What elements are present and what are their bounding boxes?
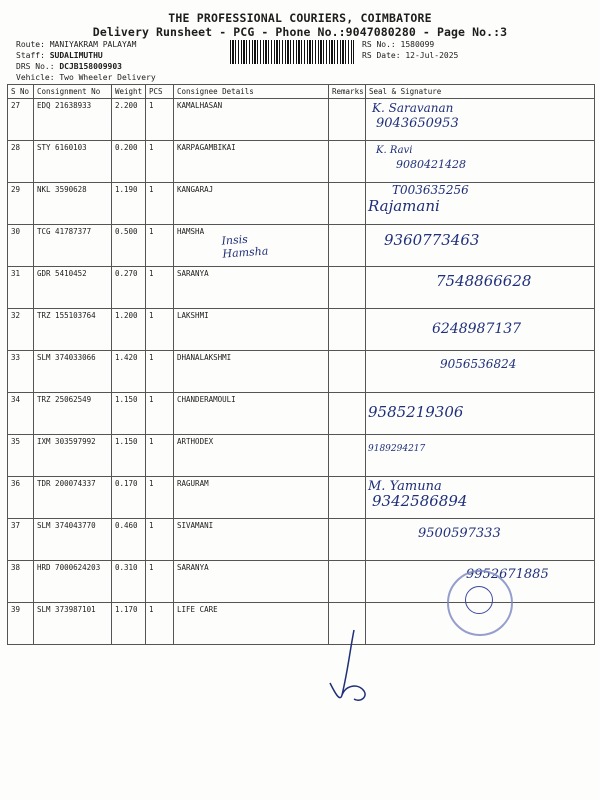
pcs-cell: 1 bbox=[146, 225, 174, 267]
col-weight-header: Weight bbox=[112, 85, 146, 99]
signature-cell bbox=[366, 99, 595, 141]
remarks-cell bbox=[329, 393, 366, 435]
remarks-cell bbox=[329, 141, 366, 183]
weight-cell: 0.310 bbox=[112, 561, 146, 603]
table-row bbox=[8, 225, 595, 267]
handwritten-signature: K. Ravi bbox=[376, 145, 413, 156]
weight-cell: 0.270 bbox=[112, 267, 146, 309]
weight-cell: 1.190 bbox=[112, 183, 146, 225]
consignment-cell: IXM 303597992 bbox=[34, 435, 112, 477]
consignee-cell: ARTHODEX bbox=[174, 435, 329, 477]
pcs-cell: 1 bbox=[146, 519, 174, 561]
signature-cell bbox=[366, 477, 595, 519]
handwritten-signature: 9585219306 bbox=[368, 403, 464, 421]
consignment-cell: SLM 374033066 bbox=[34, 351, 112, 393]
pcs-cell: 1 bbox=[146, 99, 174, 141]
pcs-cell: 1 bbox=[146, 435, 174, 477]
handwritten-signature: Rajamani bbox=[368, 197, 440, 215]
consignee-cell: CHANDERAMOULI bbox=[174, 393, 329, 435]
col-pcs-header: PCS bbox=[146, 85, 174, 99]
remarks-cell bbox=[329, 309, 366, 351]
consignee-cell: SARANYA bbox=[174, 267, 329, 309]
table-row bbox=[8, 393, 595, 435]
courier-stamp-seal bbox=[465, 586, 493, 614]
sno-cell: 31 bbox=[8, 267, 34, 309]
staff-signature-scribble bbox=[320, 625, 390, 715]
handwritten-remark-line: Hamsha bbox=[222, 244, 269, 261]
signature-cell bbox=[366, 183, 595, 225]
drs-number: DCJB158009903 bbox=[59, 62, 122, 71]
sno-cell: 39 bbox=[8, 603, 34, 645]
consignee-cell: LIFE CARE bbox=[174, 603, 329, 645]
consignment-cell: GDR 5410452 bbox=[34, 267, 112, 309]
table-row bbox=[8, 477, 595, 519]
col-consignment-header: Consignment No bbox=[34, 85, 112, 99]
signature-cell bbox=[366, 351, 595, 393]
weight-cell: 1.150 bbox=[112, 435, 146, 477]
runsheet-table bbox=[7, 84, 595, 645]
remarks-cell bbox=[329, 519, 366, 561]
consignment-cell: HRD 7000624203 bbox=[34, 561, 112, 603]
handwritten-signature: 9500597333 bbox=[418, 526, 501, 541]
weight-cell: 0.200 bbox=[112, 141, 146, 183]
consignee-cell: KANGARAJ bbox=[174, 183, 329, 225]
consignee-cell: SARANYA bbox=[174, 561, 329, 603]
handwritten-signature: 9043650953 bbox=[376, 116, 459, 131]
table-row bbox=[8, 141, 595, 183]
rs-number: RS No.: 1580099 bbox=[362, 40, 435, 49]
remarks-cell bbox=[329, 267, 366, 309]
handwritten-remark-line: Insis bbox=[221, 232, 249, 248]
handwritten-signature: 9360773463 bbox=[384, 231, 480, 249]
signature-cell bbox=[366, 309, 595, 351]
sno-cell: 32 bbox=[8, 309, 34, 351]
table-row bbox=[8, 267, 595, 309]
pcs-cell: 1 bbox=[146, 351, 174, 393]
consignment-cell: TDR 200074337 bbox=[34, 477, 112, 519]
pcs-cell: 1 bbox=[146, 309, 174, 351]
sno-cell: 29 bbox=[8, 183, 34, 225]
handwritten-signature: 9080421428 bbox=[396, 158, 466, 171]
sno-cell: 28 bbox=[8, 141, 34, 183]
consignee-cell: LAKSHMI bbox=[174, 309, 329, 351]
remarks-cell bbox=[329, 561, 366, 603]
vehicle-label: Vehicle: Two Wheeler Delivery bbox=[16, 73, 156, 82]
table-row bbox=[8, 351, 595, 393]
table-row bbox=[8, 183, 595, 225]
consignment-cell: TRZ 155103764 bbox=[34, 309, 112, 351]
pcs-cell: 1 bbox=[146, 267, 174, 309]
remarks-cell bbox=[329, 183, 366, 225]
consignee-cell: RAGURAM bbox=[174, 477, 329, 519]
consignee-cell: DHANALAKSHMI bbox=[174, 351, 329, 393]
pcs-cell: 1 bbox=[146, 603, 174, 645]
sno-cell: 37 bbox=[8, 519, 34, 561]
consignment-cell: NKL 3590628 bbox=[34, 183, 112, 225]
consignment-cell: SLM 373987101 bbox=[34, 603, 112, 645]
handwritten-signature: 9952671885 bbox=[466, 567, 549, 582]
weight-cell: 1.170 bbox=[112, 603, 146, 645]
drs-line bbox=[16, 62, 122, 71]
remarks-cell bbox=[329, 225, 366, 267]
pcs-cell: 1 bbox=[146, 183, 174, 225]
table-row bbox=[8, 435, 595, 477]
handwritten-signature: M. Yamuna bbox=[368, 479, 442, 494]
signature-cell bbox=[366, 435, 595, 477]
staff-line bbox=[16, 51, 103, 60]
remarks-cell bbox=[329, 99, 366, 141]
remarks-cell bbox=[329, 351, 366, 393]
signature-cell bbox=[366, 267, 595, 309]
consignment-cell: SLM 374043770 bbox=[34, 519, 112, 561]
consignment-cell: EDQ 21638933 bbox=[34, 99, 112, 141]
consignee-cell: SIVAMANI bbox=[174, 519, 329, 561]
remarks-cell bbox=[329, 435, 366, 477]
table-row bbox=[8, 309, 595, 351]
sno-cell: 33 bbox=[8, 351, 34, 393]
col-sno-header: S No bbox=[8, 85, 34, 99]
weight-cell: 2.200 bbox=[112, 99, 146, 141]
handwritten-signature: 6248987137 bbox=[432, 321, 522, 337]
signature-cell bbox=[366, 393, 595, 435]
consignment-cell: TRZ 25062549 bbox=[34, 393, 112, 435]
table-header-row bbox=[8, 85, 595, 99]
sno-cell: 35 bbox=[8, 435, 34, 477]
staff-name: SUDALIMUTHU bbox=[49, 51, 103, 60]
sno-cell: 30 bbox=[8, 225, 34, 267]
pcs-cell: 1 bbox=[146, 141, 174, 183]
col-remarks-header: Remarks bbox=[329, 85, 366, 99]
handwritten-remark bbox=[221, 231, 269, 260]
weight-cell: 0.500 bbox=[112, 225, 146, 267]
company-title: THE PROFESSIONAL COURIERS, COIMBATORE bbox=[168, 11, 432, 25]
handwritten-signature: T003635256 bbox=[392, 183, 469, 197]
table-row bbox=[8, 99, 595, 141]
consignee-cell: KAMALHASAN bbox=[174, 99, 329, 141]
consignee-cell: KARPAGAMBIKAI bbox=[174, 141, 329, 183]
runsheet-subtitle: Delivery Runsheet - PCG - Phone No.:9047080280 - Page No.:3 bbox=[92, 25, 508, 39]
sno-cell: 38 bbox=[8, 561, 34, 603]
consignment-cell: TCG 41787377 bbox=[34, 225, 112, 267]
pcs-cell: 1 bbox=[146, 477, 174, 519]
signature-cell bbox=[366, 141, 595, 183]
signature-cell bbox=[366, 519, 595, 561]
col-consignee-header: Consignee Details bbox=[174, 85, 329, 99]
weight-cell: 1.150 bbox=[112, 393, 146, 435]
consignee-cell: HAMSHA bbox=[174, 225, 329, 267]
barcode bbox=[230, 40, 354, 64]
handwritten-signature: 9189294217 bbox=[368, 444, 426, 454]
pcs-cell: 1 bbox=[146, 561, 174, 603]
handwritten-signature: K. Saravanan bbox=[372, 101, 454, 115]
weight-cell: 0.460 bbox=[112, 519, 146, 561]
handwritten-signature: 9056536824 bbox=[440, 357, 517, 371]
weight-cell: 1.200 bbox=[112, 309, 146, 351]
signature-cell bbox=[366, 225, 595, 267]
route-label: Route: MANIYAKRAM PALAYAM bbox=[16, 40, 137, 49]
handwritten-signature: 7548866628 bbox=[436, 272, 532, 290]
sno-cell: 27 bbox=[8, 99, 34, 141]
rs-date: RS Date: 12-Jul-2025 bbox=[362, 51, 459, 60]
sno-cell: 36 bbox=[8, 477, 34, 519]
staff-label: Staff: bbox=[16, 51, 50, 60]
consignment-cell: STY 6160103 bbox=[34, 141, 112, 183]
table-row bbox=[8, 519, 595, 561]
drs-label: DRS No.: bbox=[16, 62, 60, 71]
handwritten-signature: 9342586894 bbox=[372, 492, 468, 510]
pcs-cell: 1 bbox=[146, 393, 174, 435]
col-signature-header: Seal & Signature bbox=[366, 85, 595, 99]
remarks-cell bbox=[329, 477, 366, 519]
weight-cell: 1.420 bbox=[112, 351, 146, 393]
weight-cell: 0.170 bbox=[112, 477, 146, 519]
sno-cell: 34 bbox=[8, 393, 34, 435]
